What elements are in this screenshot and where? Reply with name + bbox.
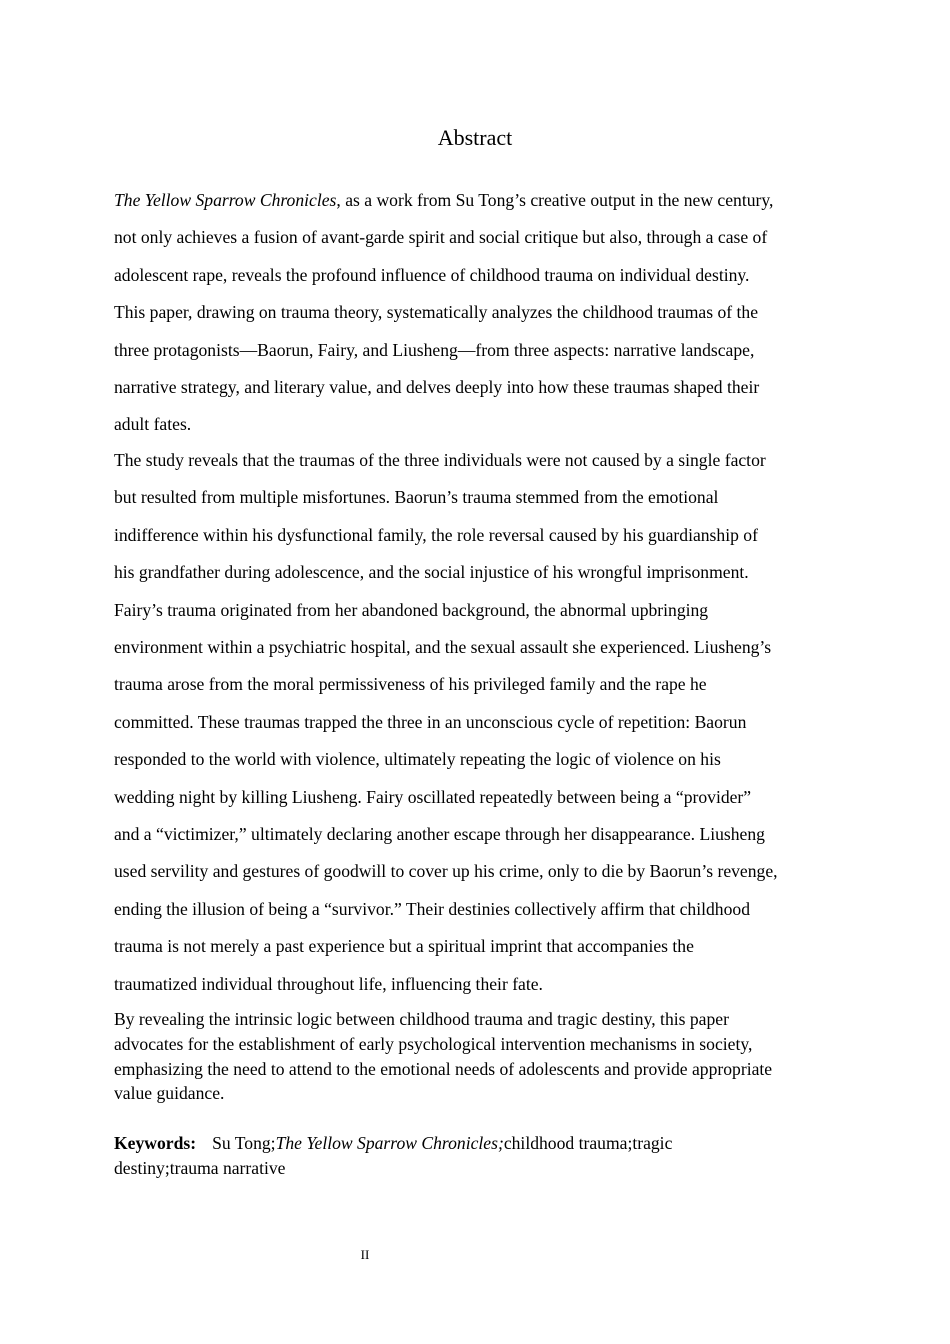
paragraph-line: adolescent rape, reveals the profound influence of childhood trauma on individual destiny. — [114, 264, 750, 285]
paragraph-line: and a “victimizer,” ultimately declaring another escape through her disappearance. Liusheng — [114, 824, 765, 845]
paragraph-line: responded to the world with violence, ultimately repeating the logic of violence on his — [114, 749, 721, 770]
paragraph-line: environment within a psychiatric hospital, and the sexual assault she experienced. Liusheng’s — [114, 637, 772, 658]
paragraph-line: used servility and gestures of goodwill to cover up his crime, only to die by Baorun’s revenge, — [114, 861, 778, 882]
paragraph-line: adult fates. — [114, 414, 192, 435]
paragraph-line: trauma arose from the moral permissiveness of his privileged family and the rape he — [114, 674, 707, 695]
keyword-text: childhood trauma;tragic — [503, 1133, 673, 1153]
paragraph-line: The study reveals that the traumas of the three individuals were not caused by a single factor — [114, 450, 766, 470]
keyword-book-title: The Yellow Sparrow Chronicles; — [275, 1133, 504, 1153]
keywords-block — [114, 1131, 838, 1181]
paragraph-line: advocates for the establishment of early psychological intervention mechanisms in society, — [114, 1033, 753, 1054]
paragraph-line: ending the illusion of being a “survivor.” Their destinies collectively affirm that childhood — [114, 898, 750, 919]
paragraph-line: wedding night by killing Liusheng. Fairy oscillated repeatedly between being a “provider” — [114, 786, 752, 807]
abstract-title: Abstract — [437, 125, 513, 150]
paragraph-line: not only achieves a fusion of avant-garde spirit and social critique but also, through a case of — [114, 227, 768, 248]
paragraph-line: three protagonists—Baorun, Fairy, and Liusheng—from three aspects: narrative landscape, — [114, 339, 755, 360]
paragraph-line — [114, 182, 838, 219]
abstract-paragraph-1 — [114, 182, 838, 444]
paragraph-line: traumatized individual throughout life, influencing their fate. — [114, 973, 543, 994]
keywords-line: destiny;trauma narrative — [114, 1158, 286, 1178]
paragraph-line: value guidance. — [114, 1083, 225, 1104]
keywords-line — [114, 1131, 838, 1156]
abstract-paragraph-3 — [114, 1007, 838, 1106]
line-text: , as a work from Su Tong’s creative output in the new century, — [336, 190, 774, 210]
paragraph-line: but resulted from multiple misfortunes. Baorun’s trauma stemmed from the emotional — [114, 487, 719, 508]
paragraph-line: This paper, drawing on trauma theory, systematically analyzes the childhood traumas of the — [114, 302, 759, 323]
keyword-text: Su Tong; — [212, 1133, 276, 1153]
abstract-paragraph-2 — [114, 442, 838, 1003]
paragraph-line: By revealing the intrinsic logic between childhood trauma and tragic destiny, this paper — [114, 1009, 729, 1029]
keywords-label: Keywords: — [114, 1133, 197, 1153]
book-title: The Yellow Sparrow Chronicles — [114, 190, 337, 210]
paragraph-line: trauma is not merely a past experience but a spiritual imprint that accompanies the — [114, 936, 694, 957]
paragraph-line: emphasizing the need to attend to the emotional needs of adolescents and provide appropriate — [114, 1058, 773, 1079]
paragraph-line: indifference within his dysfunctional family, the role reversal caused by his guardianship of — [114, 524, 758, 545]
paragraph-line: his grandfather during adolescence, and the social injustice of his wrongful imprisonment. — [114, 562, 749, 583]
paragraph-line: narrative strategy, and literary value, and delves deeply into how these traumas shaped their — [114, 377, 760, 398]
paragraph-line: committed. These traumas trapped the three in an unconscious cycle of repetition: Baorun — [114, 711, 747, 732]
paragraph-line: Fairy’s trauma originated from her abandoned background, the abnormal upbringing — [114, 599, 709, 620]
page-number: II — [360, 1247, 370, 1262]
